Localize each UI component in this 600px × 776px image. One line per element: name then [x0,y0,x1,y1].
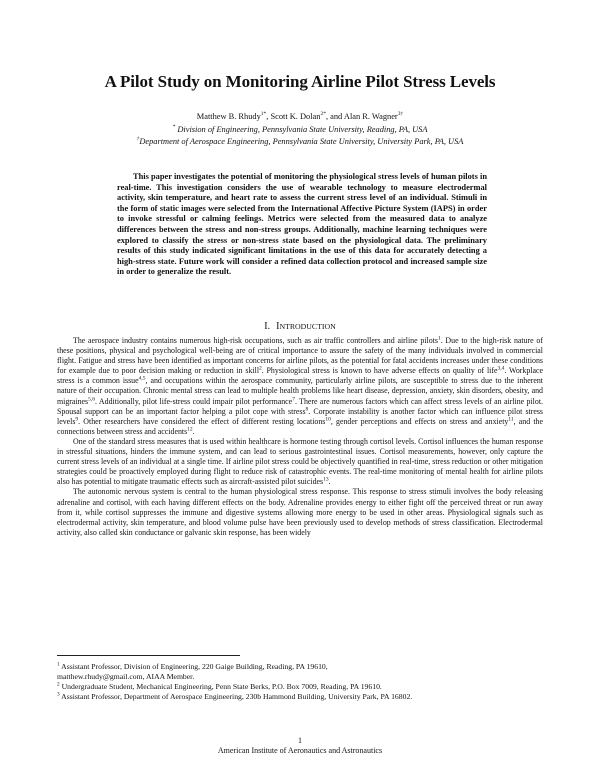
citation-mark: 2 [259,365,262,372]
paragraph-text: The autonomic nervous system is central to the human physiological stress response. This response to stress stimuli involves the body releasing adrenaline and cortisol, with each having different effects on the body. Adrenaline provides energy to either fight off the perceived threat or run away from it, while cortisol suppresses the immune and digestive systems allowing more energy to be used in other areas. Physiological signals such as electrodermal activity, skin temperature, and blood volume pulse have been previously used to develop methods of stress classification. Electrodermal activity, also called skin conductance or galvanic skin response, has been widely [57,487,543,537]
section-number: I. [264,321,271,332]
footnote-mark: 1 [57,661,60,668]
citation-mark: 7 [292,395,295,402]
affiliation-text: Division of Engineering, Pennsylvania State University, Reading, PA, USA [177,125,428,134]
paragraph-text: , gender perceptions and effects on stress and anxiety [330,416,509,426]
abstract [117,172,487,278]
page-number: 1 [298,736,302,745]
affiliation-mark: * [172,124,176,131]
footnotes [57,662,543,702]
body-text [57,336,543,538]
footnote [57,692,543,702]
paragraph-text: , and occupations within the aerospace community, particularly airline pilots, are susceptible to stress due to the inherent nature of their occupation. Chronic mental stress can lead to multiple health problems like heart disease, depression, anxiety, skin disorders, obesity, and migraines [57,376,543,406]
paragraph-text: . Workplace stress is a common issue [57,366,544,386]
paragraph-text: . [192,426,195,436]
footnote-rule [57,655,240,656]
body-paragraph [57,437,543,487]
paper-title: A Pilot Study on Monitoring Airline Pilot Stress Levels [104,72,496,91]
affiliation [0,137,600,146]
section-heading [0,321,600,332]
journal-footer: American Institute of Aeronautics and Astronautics [217,746,383,755]
footnote [57,682,543,692]
paragraph-text: The aerospace industry contains numerous high-risk occupations, such as air traffic controllers and airline pilots [73,336,438,345]
footnote-text: matthew.rhudy@gmail.com, AIAA Member. [57,672,195,681]
body-paragraph [57,336,543,437]
footnote-text: Assistant Professor, Division of Engineering, 220 Gaige Building, Reading, PA 19610, [59,662,328,671]
author-marks: 1* [260,111,267,118]
footnote-mark: 3 [57,691,60,698]
author-marks: 3† [397,111,404,118]
citation-mark: 11 [508,416,514,423]
body-paragraph [57,487,543,537]
author-name: Alan R. Wagner [343,112,398,121]
citation-mark: 5,6 [88,395,95,402]
footnote [57,662,543,682]
citation-mark: 3,4 [497,365,505,372]
paragraph-text: . Corporate instability is another factor which can influence pilot stress levels [57,406,543,426]
paragraph-text: . There are numerous factors which can affect stress levels of an airline pilot. Spousal support can be an important factor helping a pilot cope with stress [57,396,543,416]
citation-mark: 13 [323,476,329,483]
paragraph-text: . Physiological stress is known to have adverse effects on quality of life [261,366,498,376]
affiliation-text: Department of Aerospace Engineering, Pennsylvania State University, University Park, PA, USA [139,137,464,146]
paragraph-text: . Other researchers have considered the effect of different resting locations [78,416,326,426]
affiliation [0,125,600,134]
citation-mark: 8 [305,406,309,413]
author-name: Scott K. Dolan [270,112,321,121]
author-separator: , and [325,112,344,121]
citation-mark: 9 [75,416,79,423]
paragraph-text: One of the standard stress measures that is used within healthcare is hormone testing through cortisol levels. Cortisol influences the human response in stressful situations, hinders the immune system, and can lead to serious gastrointestinal issues. Cortisol measurements, however, only capture the current stress levels of an individual at a single time. If airline pilot stress could be objectively quantified in real-time, stress reduction or other mitigation strategies could be proactively employed during flight to reduce risk of catastrophic events. The real-time monitoring of mental health for airline pilots also has potential to mitigate traumatic effects such as aircraft-assisted pilot suicides [57,436,543,487]
author-marks: 2* [320,111,326,118]
footnote-text: Assistant Professor, Department of Aerospace Engineering, 230b Hammond Building, University Park, PA 16802. [59,692,413,701]
citation-mark: 4,5 [138,375,146,382]
section-title-initial: I [276,321,280,332]
abstract-text: This paper investigates the potential of monitoring the physiological stress levels of human pilots in real-time. This investigation considers the use of wearable technology to measure electrodermal activity, skin temperature, and heart rate to assess the current stress level of an individual. Stimuli in the form of static images were selected from the International Affective Picture System (IAPS) in order to invoke stressful or calming feelings. Metrics were selected from the measured data to analyze differences between the stress and non-stress groups. Additionally, machine learning techniques were explored to classify the stress or non-stress state based on the physiological data. The preliminary results of this study indicated significant limitations in the use of this data for accurately detecting a high-stress state. Future work will consider a refined data collection protocol and increased sample size in order to generalize the result. [117,172,487,277]
footnote-text: Undergraduate Student, Mechanical Engineering, Penn State Berks, P.O. Box 7009, Reading, PA 19610. [59,682,382,691]
author-line [0,112,600,121]
paragraph-text: . Additionally, pilot life-stress could impair pilot performance [95,396,293,406]
paragraph-text: , and the connections between stress and accidents [57,416,544,436]
section-title-rest: NTRODUCTION [279,322,336,331]
citation-mark: 10 [325,416,331,423]
author-separator: , [266,112,271,121]
author-name: Matthew B. Rhudy [196,112,261,121]
paragraph-text: . Due to the high-risk nature of these positions, physical and psychological well-being are of critical importance to assure the safety of the many individuals involved in commercial flight. Fatigue and stress have been identified as important concerns for airline pilots, as the potential for fatal accidents increases under these conditions for example due to poor decision making or reduction in skill [57,336,543,376]
affiliation-mark: † [136,136,140,143]
footnote-mark: 2 [57,681,60,688]
citation-mark: 1 [437,335,441,342]
paragraph-text: . [328,477,331,487]
citation-mark: 12 [187,426,193,433]
